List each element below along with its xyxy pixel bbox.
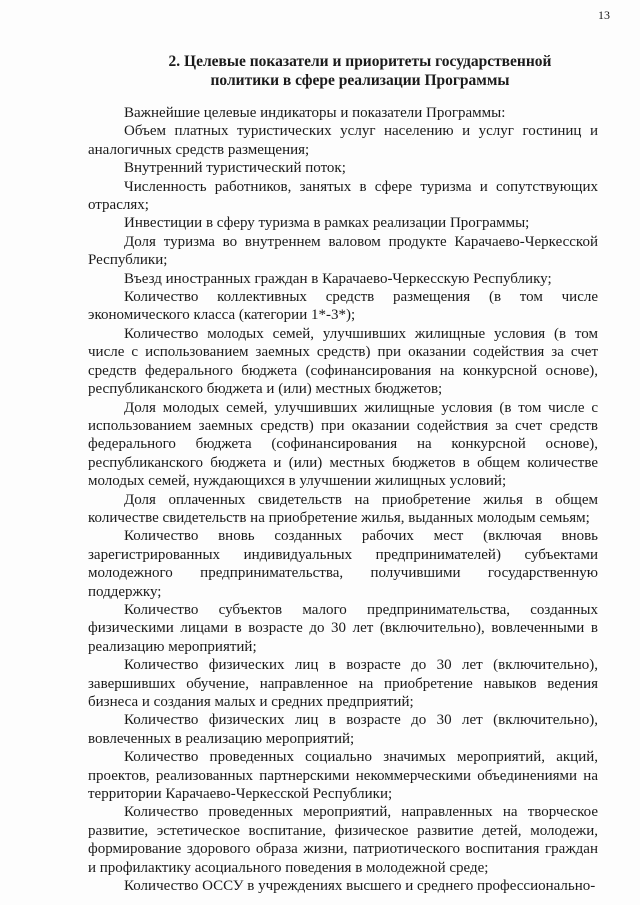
section-heading-line-2: политики в сфере реализации Программы (210, 72, 510, 89)
paragraph-accommodation-facilities: Количество коллективных средств размещения (в том числе экономического класса (категории 1*-3*); (88, 289, 598, 324)
section-heading-line-1: 2. Целевые показатели и приоритеты государственной (168, 53, 552, 70)
paragraph-young-families-share: Доля молодых семей, улучшивших жилищные условия (в том числе с использованием заемных средств) при оказании содействия за счет средств федерального бюджета (софинансирования на конкурсной основе), республиканского бюджета и (или) местных бюджетов в общем количестве молодых семей, нуждающихся в улучшении жилищных условий; (88, 399, 598, 490)
paragraph-tourism-investments: Инвестиции в сферу туризма в рамках реализации Программы; (124, 215, 530, 232)
paragraph-domestic-tourist-flow: Внутренний туристический поток; (124, 160, 346, 177)
body-text (88, 104, 598, 895)
paragraph-social-events: Количество проведенных социально значимых мероприятий, акций, проектов, реализованных партнерскими некоммерческими объединениями на территории Карачаево-Черкесской Республики; (88, 749, 598, 803)
section-heading (150, 52, 570, 90)
paragraph-business-training: Количество физических лиц в возрасте до 30 лет (включительно), завершивших обучение, направленное на приобретение навыков ведения бизнеса и создания малых и средних предприятий; (88, 657, 598, 710)
paragraph-youth-involved: Количество физических лиц в возрасте до 30 лет (включительно), вовлеченных в реализацию мероприятий; (88, 712, 598, 747)
paragraph-youth-development-events: Количество проведенных мероприятий, направленных на творческое развитие, эстетическое воспитание, физическое развитие детей, молодежи, формирование здорового образа жизни, патриотического воспитания граждан и профилактику асоциального поведения в молодежной среде; (88, 804, 598, 876)
paragraph-tourism-employees: Численность работников, занятых в сфере туризма и сопутствующих отраслях; (88, 178, 598, 214)
paragraph-indicators-intro: Важнейшие целевые индикаторы и показатели Программы: (124, 105, 506, 121)
paragraph-new-jobs: Количество вновь созданных рабочих мест (включая вновь зарегистрированных индивидуальных предпринимателей) субъектами молодежного предпринимательства, получившими государственную поддержку; (88, 528, 598, 600)
paragraph-paid-tourist-services: Объем платных туристических услуг населению и услуг гостиниц и аналогичных средств размещения; (88, 123, 598, 158)
page-number: 13 (598, 8, 610, 22)
paragraph-tourism-gdp-share: Доля туризма во внутреннем валовом продукте Карачаево-Черкесской Республики; (88, 233, 598, 269)
paragraph-ossu-count: Количество ОССУ в учреждениях высшего и среднего профессионально- (124, 878, 596, 895)
paragraph-young-families-count: Количество молодых семей, улучшивших жилищные условия (в том числе с использованием заемных средств) при оказании содействия за счет средств федерального бюджета (софинансирования на конкурсной основе), республиканского бюджета и (или) местных бюджетов; (88, 325, 598, 398)
paragraph-foreign-entry: Въезд иностранных граждан в Карачаево-Черкесскую Республику; (124, 270, 552, 287)
paragraph-small-business-subjects: Количество субъектов малого предпринимательства, созданных физическими лицами в возрасте до 30 лет (включительно), вовлеченными в реализацию мероприятий; (88, 601, 598, 655)
paragraph-paid-certificates-share: Доля оплаченных свидетельств на приобретение жилья в общем количестве свидетельств на приобретение жилья, выданных молодым семьям; (88, 491, 598, 526)
